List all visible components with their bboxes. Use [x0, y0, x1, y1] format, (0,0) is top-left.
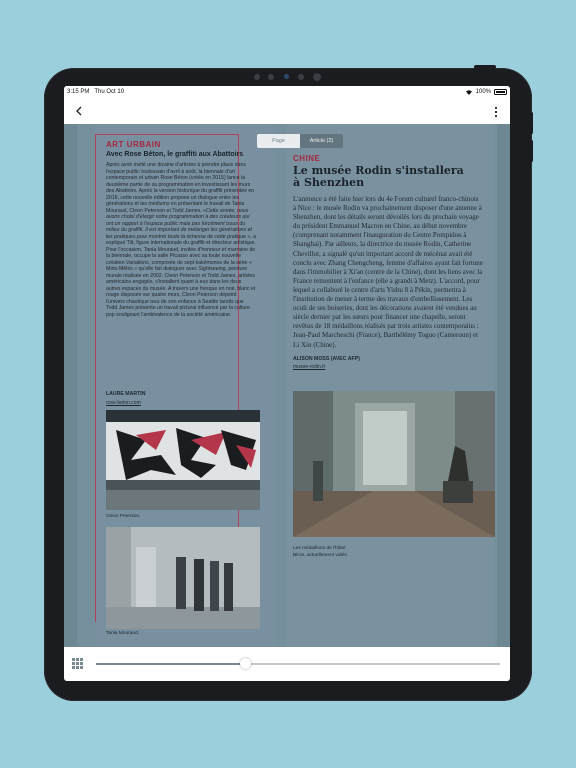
- left-article-body: [106, 162, 256, 318]
- battery-icon: [494, 89, 507, 95]
- grid-view-icon[interactable]: [72, 658, 83, 669]
- right-kicker: CHINE: [293, 154, 321, 163]
- page-slider[interactable]: [96, 663, 500, 665]
- body-text: Après avoir invité une dizaine d'artistes à prendre place dans l'espace public toulousain d'avril à août, la biennale d'art contemporain et urbain Rose Béton (créée en 2015) lance la deuxième partie de sa programmation en investissant les murs des Abattoirs. Après la version historique du graffiti présentée en 2016, cette nouvelle édition propose un dialogue entre les générations et les médiums en présentant le travail de Tania Mouraud, Cleon Peterson et Todd James. «: [106, 162, 255, 214]
- status-time: 3:15 PM: [67, 89, 90, 95]
- camera-dot: [268, 74, 274, 80]
- status-bar: [64, 86, 510, 98]
- top-button: [474, 65, 496, 69]
- left-article-title: Avec Rose Béton, le graffiti aux Abattoirs: [106, 151, 244, 158]
- body-text: , composée de sept kakémonos de la série « Mots-Mêlés » qu'elle fait dialoguer avec: [106, 259, 252, 272]
- slider-thumb[interactable]: [240, 658, 251, 669]
- body-work-title: Variations: [125, 259, 149, 266]
- left-kicker: ART URBAIN: [106, 140, 161, 149]
- camera-dot: [313, 73, 321, 81]
- nav-bar: [64, 98, 510, 124]
- right-author: ALISON MOSS (AVEC AFP): [293, 356, 360, 362]
- left-link[interactable]: rose-beton.com: [106, 400, 141, 406]
- body-quote: Cette année, nous avons choisi d'élargir notre programmation à des créateurs qui ont un rapport à l'espace public mais pas forcément issus du milieu du graffiti. Il est important de mélanger les générations et les pratiques pour montrer toute la richesse de cette pratique: [106, 207, 252, 240]
- camera-dot: [298, 74, 304, 80]
- magazine-spread[interactable]: [77, 124, 497, 647]
- back-chevron-icon[interactable]: [74, 106, 84, 116]
- cleon-peterson-photo: [106, 410, 260, 510]
- side-button: [530, 140, 533, 162]
- more-options-icon[interactable]: [494, 106, 498, 118]
- tab-page[interactable]: Page: [257, 134, 300, 148]
- camera-dot: [254, 74, 260, 80]
- app-screen: [64, 86, 510, 681]
- tab-article[interactable]: Article (2): [300, 134, 343, 148]
- right-article-title: Le musée Rodin s'installera à Shenzhen: [293, 164, 464, 189]
- right-link[interactable]: musee-rodin.fr: [293, 364, 326, 370]
- caption-tania: Tania Mouraud.: [106, 631, 140, 636]
- left-author: LAURE MARTIN: [106, 391, 146, 397]
- wifi-icon: [465, 89, 473, 95]
- battery-percent: 100%: [475, 89, 491, 95]
- body-text: », a expliqué Tilt, figure internationale du graffiti et directeur artistique. Pour l'occasion, Tania Mouraud, invitée d'honneur et marraine de la biennale, occupe la salle Picasso avec sa toute nouvelle création: [106, 233, 256, 266]
- caption-cleon: Cleon Peterson.: [106, 514, 141, 519]
- body-text: , peinture murale réalisée en 2002. Cleon Peterson et Todd James, artistes américains engagés, s'installent quant à eux dans les deux autres espaces du musée. A travers une fresque en noir, blanc et rouge disposée sur quatre murs, Cleon Peterson dépeint l'univers chaotique issu de son enfance à Seattle tandis que Todd James présente un travail pictural influencé par la culture pop soulignant l'ambivalence de la société américaine.: [106, 266, 256, 318]
- slider-fill: [96, 663, 245, 665]
- side-button: [530, 112, 533, 134]
- view-toggle: [257, 134, 343, 148]
- tania-mouraud-photo: [106, 527, 260, 629]
- right-caption: Les médaillons de l'hôtel Biron, actuellement vidés.: [293, 546, 348, 558]
- status-date: Thu Oct 10: [94, 89, 125, 95]
- right-article-body: L'annonce a été faite hier lors du 4e Forum culturel franco-chinois à Nice : le musée Rodin va prochainement disposer d'une antenne à Shenzhen, dont les détails seront dévoilés lors du prochain voyage du président Emmanuel Macron en Chine, au début novembre (comprenant notamment l'inauguration du Centre Pompidou à Shanghai). Par ailleurs, la directrice du musée Rodin, Catherine Chevillot, a signalé qu'un important accord de mécénat avait été conclu avec Zhang Chengcheng, femme d'affaires ayant fait fortune dans l'immobilier à Xi'an (centre de la Chine), dont les liens avec la France remontent à l'enfance (elle a grandi à Metz). L'accord, pour lequel a collaboré le centre d'arts Yishu 8 à Pékin, permettra à l'institution de mener à terme des travaux d'embellissement. Les oculi de ses boiseries, dont les décorations avaient été vendues au siècle dernier par les sœurs pour financer une chapelle, seront revêtus de 18 médaillons réalisés par trois artistes contemporains : Jean-Paul Marcheschi (France), Barthélémy Toguo (Cameroun) et Li Xin (Chine).: [293, 195, 483, 349]
- bottom-toolbar: [64, 647, 510, 681]
- body-work-title: Sightseeing: [198, 266, 226, 272]
- rodin-museum-photo: [293, 391, 495, 537]
- camera-dot: [284, 74, 289, 79]
